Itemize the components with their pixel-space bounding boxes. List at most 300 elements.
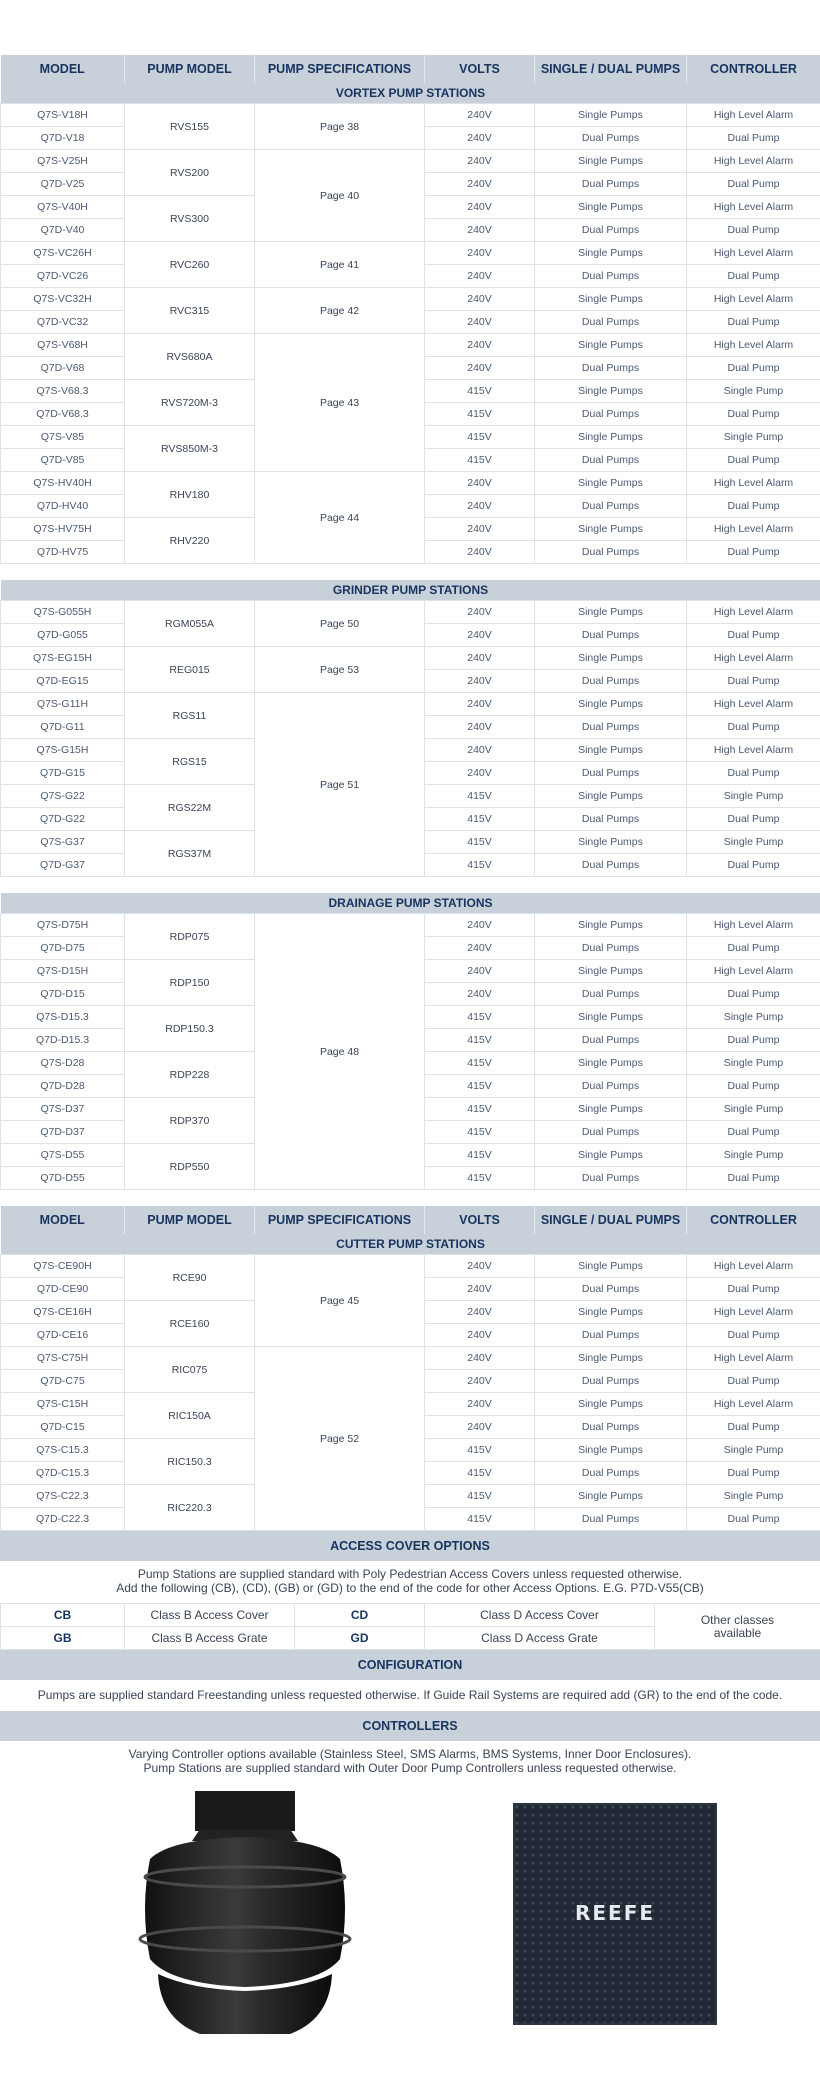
controller-cell: Dual Pump — [687, 265, 820, 288]
pump-model-cell: RDP150.3 — [125, 1006, 255, 1052]
pump-model-cell: RVS720M-3 — [125, 380, 255, 426]
section-title-row — [1, 893, 820, 914]
pumps-cell: Dual Pumps — [535, 1029, 687, 1052]
pumps-cell: Single Pumps — [535, 1006, 687, 1029]
column-header: VOLTS — [425, 55, 535, 83]
pump-model-cell: RHV180 — [125, 472, 255, 518]
volts-cell: 240V — [425, 150, 535, 173]
volts-cell: 240V — [425, 1347, 535, 1370]
section-title: VORTEX PUMP STATIONS — [1, 83, 820, 104]
pump-spec-cell: Page 41 — [255, 242, 425, 288]
model-cell: Q7S-C15H — [1, 1393, 125, 1416]
pumps-cell: Single Pumps — [535, 739, 687, 762]
controller-cell: High Level Alarm — [687, 960, 820, 983]
model-cell: Q7D-HV75 — [1, 541, 125, 564]
configuration-title: CONFIGURATION — [0, 1650, 820, 1680]
controllers-line-1: Varying Controller options available (Stainless Steel, SMS Alarms, BMS Systems, Inner Door Enclosures). — [128, 1747, 692, 1761]
volts-cell: 415V — [425, 426, 535, 449]
pumps-cell: Dual Pumps — [535, 449, 687, 472]
pump-model-cell: RVC315 — [125, 288, 255, 334]
volts-cell: 240V — [425, 472, 535, 495]
model-cell: Q7S-G37 — [1, 831, 125, 854]
model-cell: Q7D-D15 — [1, 983, 125, 1006]
section-title-row — [1, 83, 820, 104]
model-cell: Q7D-HV40 — [1, 495, 125, 518]
volts-cell: 415V — [425, 1462, 535, 1485]
pump-spec-cell: Page 50 — [255, 601, 425, 647]
model-cell: Q7S-C15.3 — [1, 1439, 125, 1462]
volts-cell: 415V — [425, 403, 535, 426]
column-header: PUMP MODEL — [125, 1206, 255, 1234]
volts-cell: 415V — [425, 785, 535, 808]
code-gd: GD — [295, 1627, 425, 1650]
model-cell: Q7D-V85 — [1, 449, 125, 472]
volts-cell: 415V — [425, 1006, 535, 1029]
controller-cell: Dual Pump — [687, 495, 820, 518]
model-cell: Q7D-V68.3 — [1, 403, 125, 426]
cover-logo: REEFE — [574, 1901, 656, 1925]
model-cell: Q7S-G22 — [1, 785, 125, 808]
controller-cell: High Level Alarm — [687, 150, 820, 173]
pump-model-cell: RVC260 — [125, 242, 255, 288]
controller-cell: Single Pump — [687, 785, 820, 808]
pumps-cell: Single Pumps — [535, 914, 687, 937]
controller-cell: Single Pump — [687, 1485, 820, 1508]
volts-cell: 240V — [425, 960, 535, 983]
pumps-cell: Single Pumps — [535, 242, 687, 265]
volts-cell: 240V — [425, 647, 535, 670]
pump-model-cell: RVS155 — [125, 104, 255, 150]
configuration-text: Pumps are supplied standard Freestanding unless requested otherwise. If Guide Rail Systems are required add (GR) to the end of the code. — [37, 1688, 783, 1702]
controller-cell: Dual Pump — [687, 670, 820, 693]
pumps-cell: Single Pumps — [535, 1301, 687, 1324]
column-header: MODEL — [1, 55, 125, 83]
controller-cell: Dual Pump — [687, 983, 820, 1006]
pump-model-cell: RDP370 — [125, 1098, 255, 1144]
controller-cell: Dual Pump — [687, 1278, 820, 1301]
controller-cell: Dual Pump — [687, 1324, 820, 1347]
pumps-cell: Dual Pumps — [535, 1075, 687, 1098]
model-cell: Q7S-D15H — [1, 960, 125, 983]
model-cell: Q7D-V40 — [1, 219, 125, 242]
model-cell: Q7D-G15 — [1, 762, 125, 785]
pump-model-cell: RVS680A — [125, 334, 255, 380]
volts-cell: 415V — [425, 1485, 535, 1508]
pumps-cell: Single Pumps — [535, 334, 687, 357]
section-title: GRINDER PUMP STATIONS — [1, 580, 820, 601]
controller-cell: High Level Alarm — [687, 104, 820, 127]
table-row — [1, 334, 820, 357]
volts-cell: 240V — [425, 624, 535, 647]
volts-cell: 240V — [425, 196, 535, 219]
controllers-line-2: Pump Stations are supplied standard with Outer Door Pump Controllers unless requested otherwise. — [143, 1761, 677, 1775]
pumps-cell: Dual Pumps — [535, 495, 687, 518]
pumps-cell: Single Pumps — [535, 960, 687, 983]
pumps-cell: Single Pumps — [535, 647, 687, 670]
model-cell: Q7S-VC32H — [1, 288, 125, 311]
pump-spec-cell: Page 52 — [255, 1347, 425, 1531]
controller-cell: Dual Pump — [687, 854, 820, 877]
volts-cell: 240V — [425, 1255, 535, 1278]
model-cell: Q7D-D55 — [1, 1167, 125, 1190]
pump-model-cell: RDP228 — [125, 1052, 255, 1098]
model-cell: Q7D-G37 — [1, 854, 125, 877]
volts-cell: 240V — [425, 219, 535, 242]
table-row — [1, 693, 820, 716]
pumps-cell: Single Pumps — [535, 288, 687, 311]
model-cell: Q7D-D75 — [1, 937, 125, 960]
volts-cell: 240V — [425, 311, 535, 334]
controller-cell: Single Pump — [687, 380, 820, 403]
controller-cell: Dual Pump — [687, 403, 820, 426]
model-cell: Q7S-V68.3 — [1, 380, 125, 403]
column-header: SINGLE / DUAL PUMPS — [535, 1206, 687, 1234]
model-cell: Q7D-V68 — [1, 357, 125, 380]
pump-stations-table — [0, 55, 820, 1531]
pumps-cell: Dual Pumps — [535, 1462, 687, 1485]
volts-cell: 240V — [425, 1393, 535, 1416]
controller-cell: High Level Alarm — [687, 334, 820, 357]
label-gb: Class B Access Grate — [125, 1627, 295, 1650]
pump-model-cell: RIC220.3 — [125, 1485, 255, 1531]
volts-cell: 240V — [425, 173, 535, 196]
access-cover-line-2: Add the following (CB), (CD), (GB) or (GD) to the end of the code for other Access Options. E.G. P7D-V55(CB) — [116, 1581, 704, 1595]
product-photos — [0, 1783, 820, 2043]
controller-cell: Dual Pump — [687, 762, 820, 785]
volts-cell: 415V — [425, 1121, 535, 1144]
model-cell: Q7S-V40H — [1, 196, 125, 219]
controller-cell: Dual Pump — [687, 311, 820, 334]
other-classes-note: Other classes available — [655, 1604, 820, 1650]
section-title: CUTTER PUMP STATIONS — [1, 1234, 820, 1255]
pumps-cell: Dual Pumps — [535, 983, 687, 1006]
volts-cell: 415V — [425, 808, 535, 831]
model-cell: Q7S-D55 — [1, 1144, 125, 1167]
pumps-cell: Dual Pumps — [535, 1508, 687, 1531]
section-spacer — [1, 1190, 820, 1207]
pumps-cell: Single Pumps — [535, 831, 687, 854]
controller-cell: Single Pump — [687, 1144, 820, 1167]
pumps-cell: Single Pumps — [535, 472, 687, 495]
model-cell: Q7S-G11H — [1, 693, 125, 716]
controller-cell: High Level Alarm — [687, 693, 820, 716]
model-cell: Q7D-C22.3 — [1, 1508, 125, 1531]
pump-model-cell: RGS22M — [125, 785, 255, 831]
code-cb: CB — [1, 1604, 125, 1627]
model-cell: Q7S-C22.3 — [1, 1485, 125, 1508]
controller-cell: Dual Pump — [687, 1462, 820, 1485]
column-header: CONTROLLER — [687, 1206, 820, 1234]
pump-model-cell: RVS850M-3 — [125, 426, 255, 472]
model-cell: Q7D-G11 — [1, 716, 125, 739]
pumps-cell: Single Pumps — [535, 1255, 687, 1278]
header-row — [1, 55, 820, 83]
controller-cell: Dual Pump — [687, 937, 820, 960]
controller-cell: Dual Pump — [687, 541, 820, 564]
controller-cell: Single Pump — [687, 831, 820, 854]
column-header: PUMP SPECIFICATIONS — [255, 55, 425, 83]
pump-model-cell: RDP075 — [125, 914, 255, 960]
controller-cell: High Level Alarm — [687, 739, 820, 762]
volts-cell: 415V — [425, 1167, 535, 1190]
volts-cell: 240V — [425, 541, 535, 564]
pumps-cell: Dual Pumps — [535, 716, 687, 739]
volts-cell: 240V — [425, 1370, 535, 1393]
controller-cell: Dual Pump — [687, 357, 820, 380]
model-cell: Q7D-G055 — [1, 624, 125, 647]
model-cell: Q7S-EG15H — [1, 647, 125, 670]
section-title-row — [1, 1234, 820, 1255]
controller-cell: High Level Alarm — [687, 288, 820, 311]
column-header: MODEL — [1, 1206, 125, 1234]
access-cover-line-1: Pump Stations are supplied standard with Poly Pedestrian Access Covers unless requested otherwise. — [137, 1567, 683, 1581]
model-cell: Q7S-HV75H — [1, 518, 125, 541]
pump-spec-cell: Page 44 — [255, 472, 425, 564]
access-cover-title: ACCESS COVER OPTIONS — [0, 1531, 820, 1561]
pump-spec-cell: Page 43 — [255, 334, 425, 472]
table-row — [1, 242, 820, 265]
pump-model-cell: RDP550 — [125, 1144, 255, 1190]
controller-cell: Dual Pump — [687, 1167, 820, 1190]
pumps-cell: Dual Pumps — [535, 219, 687, 242]
section-spacer — [1, 564, 820, 581]
volts-cell: 240V — [425, 518, 535, 541]
pumps-cell: Dual Pumps — [535, 854, 687, 877]
pumps-cell: Single Pumps — [535, 601, 687, 624]
model-cell: Q7D-D28 — [1, 1075, 125, 1098]
pumps-cell: Dual Pumps — [535, 1167, 687, 1190]
pump-model-cell: RVS200 — [125, 150, 255, 196]
table-row — [1, 601, 820, 624]
volts-cell: 240V — [425, 127, 535, 150]
volts-cell: 240V — [425, 495, 535, 518]
pumps-cell: Dual Pumps — [535, 265, 687, 288]
volts-cell: 240V — [425, 357, 535, 380]
access-cover-description — [0, 1561, 820, 1603]
pumps-cell: Dual Pumps — [535, 808, 687, 831]
table-row — [1, 914, 820, 937]
volts-cell: 415V — [425, 1029, 535, 1052]
volts-cell: 415V — [425, 831, 535, 854]
pump-spec-cell: Page 51 — [255, 693, 425, 877]
label-cb: Class B Access Cover — [125, 1604, 295, 1627]
controller-cell: High Level Alarm — [687, 196, 820, 219]
pumps-cell: Single Pumps — [535, 1439, 687, 1462]
controller-cell: High Level Alarm — [687, 601, 820, 624]
label-gd: Class D Access Grate — [425, 1627, 655, 1650]
volts-cell: 240V — [425, 1278, 535, 1301]
volts-cell: 415V — [425, 380, 535, 403]
access-cover-image — [513, 1803, 717, 2025]
controller-cell: Dual Pump — [687, 449, 820, 472]
pumps-cell: Dual Pumps — [535, 357, 687, 380]
volts-cell: 240V — [425, 739, 535, 762]
model-cell: Q7S-G15H — [1, 739, 125, 762]
pumps-cell: Single Pumps — [535, 1144, 687, 1167]
controller-cell: High Level Alarm — [687, 1347, 820, 1370]
controller-cell: Dual Pump — [687, 173, 820, 196]
code-gb: GB — [1, 1627, 125, 1650]
pumps-cell: Single Pumps — [535, 1485, 687, 1508]
model-cell: Q7S-G055H — [1, 601, 125, 624]
pumps-cell: Single Pumps — [535, 1393, 687, 1416]
model-cell: Q7S-CE90H — [1, 1255, 125, 1278]
pumps-cell: Dual Pumps — [535, 762, 687, 785]
model-cell: Q7S-HV40H — [1, 472, 125, 495]
table-row — [1, 288, 820, 311]
model-cell: Q7D-V25 — [1, 173, 125, 196]
top-margin — [0, 0, 820, 55]
volts-cell: 240V — [425, 693, 535, 716]
controller-cell: High Level Alarm — [687, 242, 820, 265]
pumps-cell: Single Pumps — [535, 1098, 687, 1121]
pumps-cell: Dual Pumps — [535, 173, 687, 196]
pump-model-cell: RIC075 — [125, 1347, 255, 1393]
pump-model-cell: RIC150A — [125, 1393, 255, 1439]
volts-cell: 240V — [425, 601, 535, 624]
volts-cell: 240V — [425, 288, 535, 311]
volts-cell: 240V — [425, 937, 535, 960]
pump-spec-cell: Page 42 — [255, 288, 425, 334]
pump-model-cell: RVS300 — [125, 196, 255, 242]
model-cell: Q7S-D37 — [1, 1098, 125, 1121]
pumps-cell: Dual Pumps — [535, 403, 687, 426]
controller-cell: Dual Pump — [687, 1121, 820, 1144]
pump-model-cell: RGM055A — [125, 601, 255, 647]
pumps-cell: Dual Pumps — [535, 1370, 687, 1393]
pump-model-cell: RCE160 — [125, 1301, 255, 1347]
volts-cell: 415V — [425, 1075, 535, 1098]
code-cd: CD — [295, 1604, 425, 1627]
pump-model-cell: RGS11 — [125, 693, 255, 739]
volts-cell: 240V — [425, 914, 535, 937]
pumps-cell: Dual Pumps — [535, 624, 687, 647]
pumps-cell: Single Pumps — [535, 1347, 687, 1370]
controller-cell: Dual Pump — [687, 1370, 820, 1393]
pump-spec-cell: Page 45 — [255, 1255, 425, 1347]
model-cell: Q7D-C75 — [1, 1370, 125, 1393]
model-cell: Q7D-CE16 — [1, 1324, 125, 1347]
volts-cell: 415V — [425, 1098, 535, 1121]
pump-spec-cell: Page 48 — [255, 914, 425, 1190]
header-row — [1, 1206, 820, 1234]
column-header: VOLTS — [425, 1206, 535, 1234]
section-title: DRAINAGE PUMP STATIONS — [1, 893, 820, 914]
pump-model-cell: RGS37M — [125, 831, 255, 877]
label-cd: Class D Access Cover — [425, 1604, 655, 1627]
model-cell: Q7D-VC26 — [1, 265, 125, 288]
pump-model-cell: RIC150.3 — [125, 1439, 255, 1485]
table-row — [1, 1255, 820, 1278]
volts-cell: 240V — [425, 762, 535, 785]
model-cell: Q7S-V25H — [1, 150, 125, 173]
pumps-cell: Dual Pumps — [535, 1278, 687, 1301]
model-cell: Q7D-VC32 — [1, 311, 125, 334]
column-header: CONTROLLER — [687, 55, 820, 83]
pumps-cell: Dual Pumps — [535, 1121, 687, 1144]
pumps-cell: Dual Pumps — [535, 127, 687, 150]
model-cell: Q7S-V68H — [1, 334, 125, 357]
model-cell: Q7S-VC26H — [1, 242, 125, 265]
model-cell: Q7D-C15 — [1, 1416, 125, 1439]
controller-cell: Dual Pump — [687, 1416, 820, 1439]
pumps-cell: Dual Pumps — [535, 1416, 687, 1439]
model-cell: Q7S-D75H — [1, 914, 125, 937]
section-spacer — [1, 877, 820, 894]
volts-cell: 240V — [425, 104, 535, 127]
pump-model-cell: REG015 — [125, 647, 255, 693]
pumps-cell: Dual Pumps — [535, 311, 687, 334]
model-cell: Q7S-V85 — [1, 426, 125, 449]
pumps-cell: Single Pumps — [535, 196, 687, 219]
pumps-cell: Single Pumps — [535, 380, 687, 403]
model-cell: Q7D-CE90 — [1, 1278, 125, 1301]
table-row — [1, 472, 820, 495]
pump-spec-cell: Page 53 — [255, 647, 425, 693]
pumps-cell: Single Pumps — [535, 1052, 687, 1075]
model-cell: Q7D-G22 — [1, 808, 125, 831]
pump-spec-cell: Page 40 — [255, 150, 425, 242]
controller-cell: Dual Pump — [687, 624, 820, 647]
pumps-cell: Single Pumps — [535, 693, 687, 716]
volts-cell: 415V — [425, 1052, 535, 1075]
controller-cell: Single Pump — [687, 1052, 820, 1075]
table-row — [1, 647, 820, 670]
controller-cell: High Level Alarm — [687, 1301, 820, 1324]
model-cell: Q7S-C75H — [1, 1347, 125, 1370]
volts-cell: 240V — [425, 242, 535, 265]
model-cell: Q7D-EG15 — [1, 670, 125, 693]
controller-cell: High Level Alarm — [687, 1393, 820, 1416]
volts-cell: 240V — [425, 670, 535, 693]
controller-cell: Dual Pump — [687, 808, 820, 831]
controller-cell: Single Pump — [687, 1006, 820, 1029]
controller-cell: High Level Alarm — [687, 472, 820, 495]
pumps-cell: Dual Pumps — [535, 541, 687, 564]
table-row — [1, 104, 820, 127]
controller-cell: Dual Pump — [687, 716, 820, 739]
volts-cell: 240V — [425, 1324, 535, 1347]
controller-cell: Dual Pump — [687, 127, 820, 150]
volts-cell: 240V — [425, 1301, 535, 1324]
pump-spec-cell: Page 38 — [255, 104, 425, 150]
pumps-cell: Single Pumps — [535, 150, 687, 173]
pump-station-tank-image — [130, 1789, 360, 2039]
pumps-cell: Dual Pumps — [535, 670, 687, 693]
pumps-cell: Single Pumps — [535, 518, 687, 541]
controller-cell: Single Pump — [687, 1439, 820, 1462]
controller-cell: High Level Alarm — [687, 518, 820, 541]
column-header: SINGLE / DUAL PUMPS — [535, 55, 687, 83]
pump-model-cell: RGS15 — [125, 739, 255, 785]
volts-cell: 415V — [425, 1144, 535, 1167]
model-cell: Q7D-D37 — [1, 1121, 125, 1144]
pumps-cell: Single Pumps — [535, 426, 687, 449]
controllers-title: CONTROLLERS — [0, 1711, 820, 1741]
pumps-cell: Dual Pumps — [535, 1324, 687, 1347]
model-cell: Q7D-D15.3 — [1, 1029, 125, 1052]
volts-cell: 240V — [425, 716, 535, 739]
controller-cell: Dual Pump — [687, 1508, 820, 1531]
controller-cell: High Level Alarm — [687, 914, 820, 937]
pumps-cell: Single Pumps — [535, 785, 687, 808]
volts-cell: 240V — [425, 1416, 535, 1439]
controller-cell: Dual Pump — [687, 1029, 820, 1052]
pumps-cell: Dual Pumps — [535, 937, 687, 960]
controllers-description — [0, 1741, 820, 1783]
pump-model-cell: RDP150 — [125, 960, 255, 1006]
section-title-row — [1, 580, 820, 601]
